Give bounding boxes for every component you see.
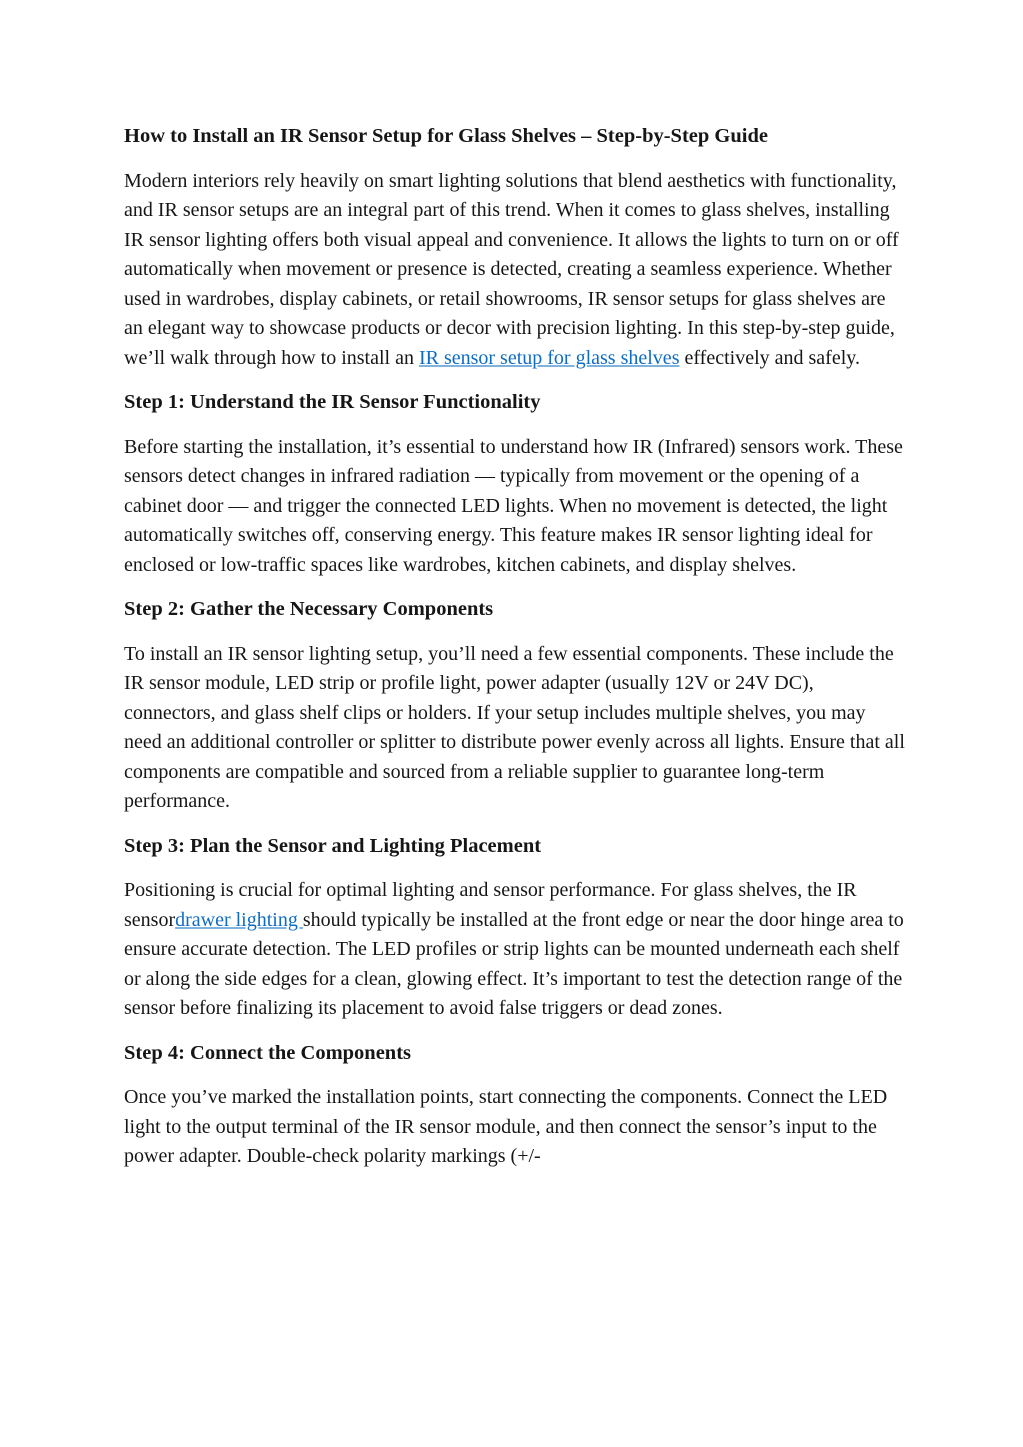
- step4-heading: Step 4: Connect the Components: [124, 1041, 411, 1064]
- document-content: [124, 122, 906, 1187]
- step4-paragraph: Once you’ve marked the installation points, start connecting the components. Connect the LED light to the output terminal of the IR sensor module, and then connect the sensor’s input to the power adapter. Double-check polarity markings (+/-: [124, 1086, 888, 1167]
- step3-heading: Step 3: Plan the Sensor and Lighting Placement: [124, 834, 542, 857]
- intro-text-before-link: Modern interiors rely heavily on smart lighting solutions that blend aesthetics with functionality, and IR sensor setups are an integral part of this trend. When it comes to glass shelves, installing IR sensor lighting offers both visual appeal and convenience. It allows the lights to turn on or off automatically when movement or presence is detected, creating a seamless experience. Whether used in wardrobes, display cabinets, or retail showrooms, IR sensor setups for glass shelves are an elegant way to showcase products or decor with precision lighting. In this step-by-step guide, we’ll walk through how to install an: [124, 169, 899, 369]
- step3-paragraph: [124, 876, 906, 1024]
- link-ir-sensor-setup-for-glass-shelves[interactable]: IR sensor setup for glass shelves: [418, 346, 680, 369]
- document-title: How to Install an IR Sensor Setup for Glass Shelves – Step-by-Step Guide: [124, 125, 768, 147]
- step1-heading: Step 1: Understand the IR Sensor Functionality: [124, 391, 541, 413]
- link-drawer-lighting[interactable]: drawer lighting: [175, 908, 303, 931]
- intro-text-after-link: effectively and safely.: [679, 346, 860, 369]
- intro-paragraph: [124, 167, 906, 374]
- step2-heading: Step 2: Gather the Necessary Components: [124, 598, 494, 620]
- step3-text-before-link: Positioning is crucial for optimal lighting and sensor performance. For glass shelves, the IR sensor: [124, 879, 857, 931]
- step3-text-after-link: should typically be installed at the front edge or near the door hinge area to ensure accurate detection. The LED profiles or strip lights can be mounted underneath each shelf or along the side edges for a clean, glowing effect. It’s important to test the detection range of the sensor before finalizing its placement to avoid false triggers or dead zones.: [124, 908, 904, 1019]
- step1-paragraph: Before starting the installation, it’s essential to understand how IR (Infrared) sensors work. These sensors detect changes in infrared radiation — typically from movement or the opening of a cabinet door — and trigger the connected LED lights. When no movement is detected, the light automatically switches off, conserving energy. This feature makes IR sensor lighting ideal for enclosed or low-traffic spaces like wardrobes, kitchen cabinets, and display shelves.: [124, 435, 903, 576]
- step2-paragraph: To install an IR sensor lighting setup, you’ll need a few essential components. These include the IR sensor module, LED strip or profile light, power adapter (usually 12V or 24V DC), connectors, and glass shelf clips or holders. If your setup includes multiple shelves, you may need an additional controller or splitter to distribute power evenly across all lights. Ensure that all components are compatible and sourced from a reliable supplier to guarantee long-term performance.: [124, 642, 905, 812]
